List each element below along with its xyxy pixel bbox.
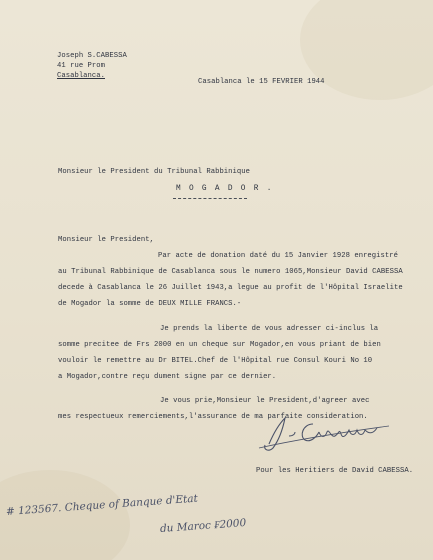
paragraph1-line: au Tribunal Rabbinique de Casablanca sous le numero 1065,Monsieur David CABESSA (58, 268, 403, 276)
paragraph3-line: mes respectueux remerciements,l'assurance de ma parfaite consideration. (58, 413, 368, 421)
paragraph2-line: vouloir le remettre au Dr BITEL.Chef de l'Hôpital rue Consul Kouri No 10 (58, 357, 373, 365)
title-underline (173, 198, 247, 199)
paragraph2-line: Je prends la liberte de vous adresser ci-inclus la (160, 325, 379, 333)
paragraph2-line: somme precitee de Frs 2000 en un cheque sur Mogador,en vous priant de bien (58, 341, 381, 349)
sender-name: Joseph S.CABESSA (57, 52, 127, 60)
paragraph1-line: decede à Casablanca le 26 Juillet 1943,a legue au profit de l'Hôpital Israelite (58, 284, 403, 292)
paragraph3-line: Je vous prie,Monsieur le President,d'agreer avec (160, 397, 370, 405)
closing-line: Pour les Heritiers de David CABESSA. (256, 467, 414, 475)
paragraph1-line: de Mogador la somme de DEUX MILLE FRANCS.- (58, 300, 242, 308)
letter-date: Casablanca le 15 FEVRIER 1944 (198, 78, 325, 86)
sender-city: Casablanca. (57, 72, 105, 80)
handwritten-note-line: du Maroc ₣2000 (159, 516, 247, 535)
paragraph2-line: a Mogador,contre reçu dument signe par ce dernier. (58, 373, 277, 381)
addressee-line: Monsieur le President du Tribunal Rabbinique (58, 168, 250, 176)
paragraph1-line: Par acte de donation daté du 15 Janvier 1928 enregistré (158, 252, 398, 260)
addressee-place: M O G A D O R . (176, 185, 274, 193)
handwritten-note-line: # 123567. Cheque of Banque d'Etat (5, 492, 199, 518)
handwritten-signature (255, 410, 393, 452)
sender-street: 41 rue Prom (57, 62, 105, 70)
salutation: Monsieur le President, (58, 236, 154, 244)
